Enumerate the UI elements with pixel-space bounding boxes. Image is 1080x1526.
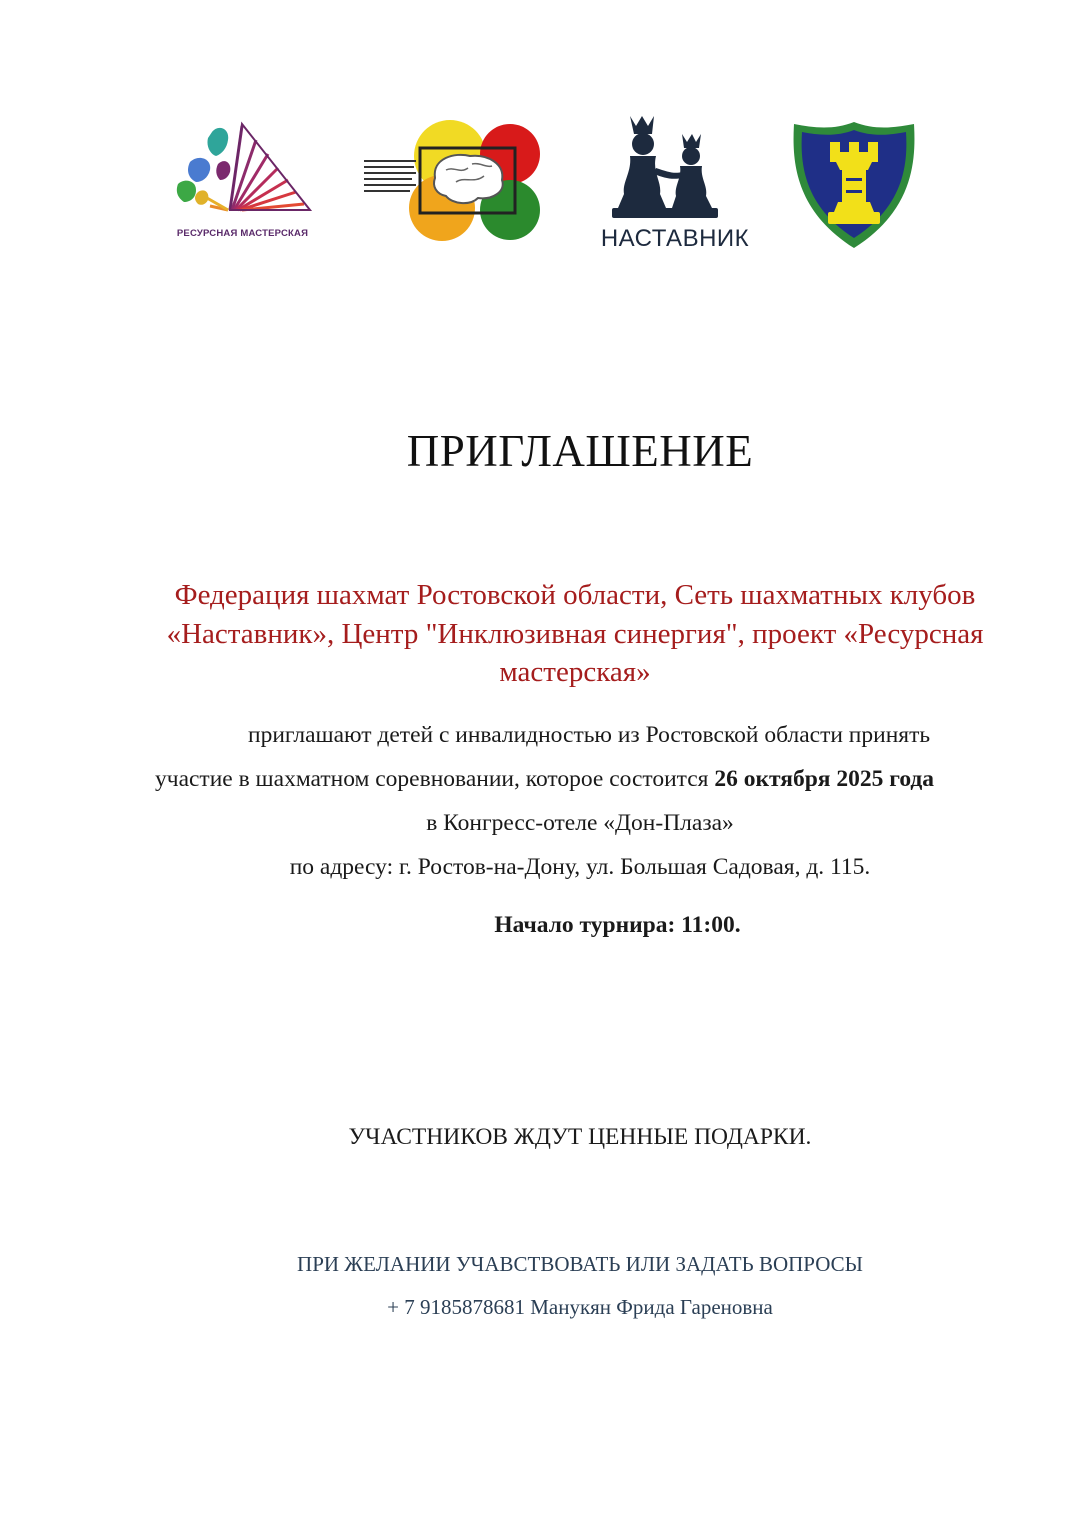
resource-workshop-caption: РЕСУРСНАЯ МАСТЕРСКАЯ bbox=[176, 228, 309, 239]
chess-king-queen-icon bbox=[590, 112, 760, 222]
invitation-line-1: приглашают детей с инвалидностью из Ростовской области принять bbox=[248, 722, 931, 748]
nastavnik-logo bbox=[590, 112, 760, 257]
invitation-line-2 bbox=[155, 766, 934, 793]
inclusive-synergy-logo bbox=[360, 118, 545, 243]
gifts-text: УЧАСТНИКОВ ЖДУТ ЦЕННЫЕ ПОДАРКИ. bbox=[348, 1124, 812, 1150]
chess-federation-logo bbox=[790, 120, 918, 250]
venue-line: в Конгресс-отеле «Дон-Плаза» bbox=[426, 810, 734, 836]
invitation-line-2-prefix: участие в шахматном соревновании, которое состоится bbox=[155, 766, 715, 792]
brain-circles-icon bbox=[360, 118, 545, 243]
rook-shield-icon bbox=[790, 120, 918, 250]
organizers-text: Федерация шахмат Ростовской области, Сеть шахматных клубов «Наставник», Центр "Инклюзивная синергия", проект «Ресурсная мастерская» bbox=[166, 579, 984, 688]
resource-workshop-logo bbox=[170, 118, 315, 238]
event-date: 26 октября 2025 года bbox=[714, 766, 935, 792]
contact-title: ПРИ ЖЕЛАНИИ УЧАВСТВОВАТЬ ИЛИ ЗАДАТЬ ВОПРОСЫ bbox=[297, 1252, 863, 1276]
hands-triangle-icon bbox=[170, 118, 315, 228]
logo-row bbox=[0, 100, 1080, 270]
nastavnik-caption: НАСТАВНИК bbox=[600, 225, 750, 252]
contact-phone: + 7 9185878681 Манукян Фрида Гареновна bbox=[387, 1295, 773, 1319]
address-line: по адресу: г. Ростов-на-Дону, ул. Большая Садовая, д. 115. bbox=[289, 854, 871, 880]
start-time: Начало турнира: 11:00. bbox=[494, 912, 741, 938]
page-title: ПРИГЛАШЕНИЕ bbox=[406, 426, 754, 476]
